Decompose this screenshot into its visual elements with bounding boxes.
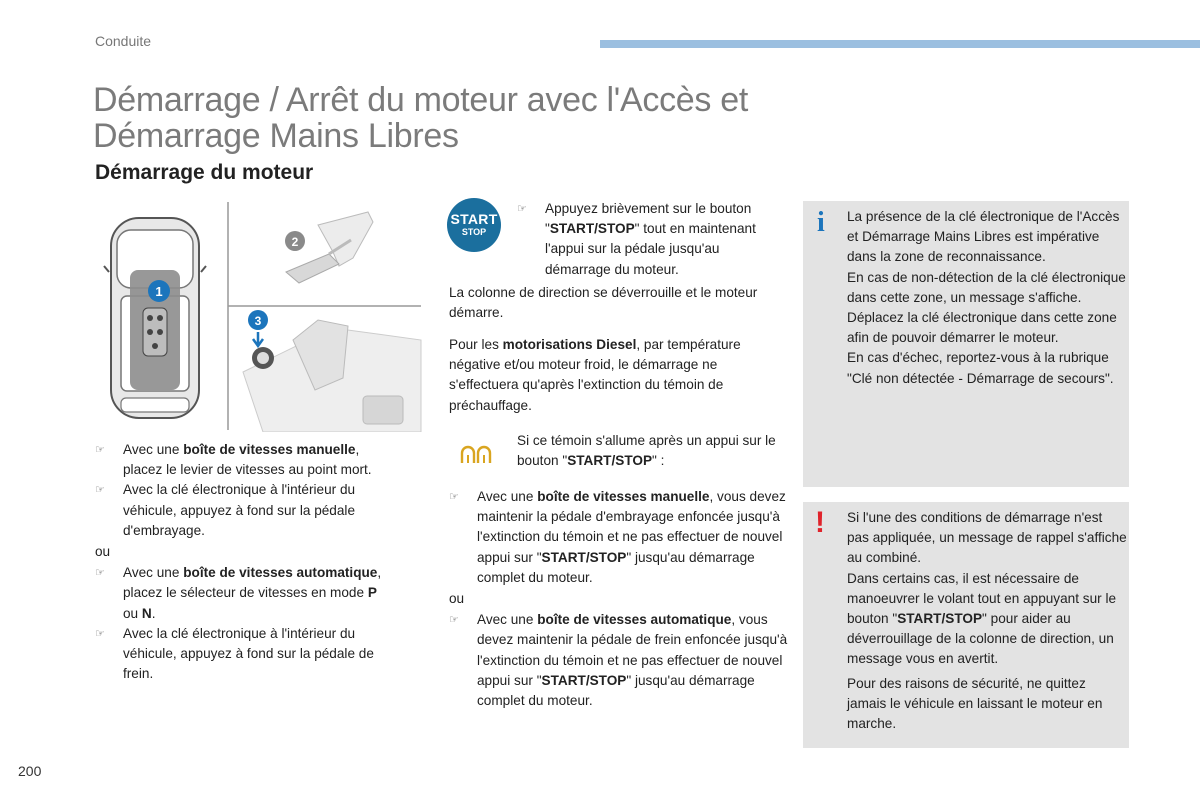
callout-3-marker <box>248 310 268 346</box>
info-box <box>803 201 1129 487</box>
bullet-icon: ☞ <box>95 444 105 456</box>
callout-3-label: 3 <box>254 314 262 328</box>
press-start-step <box>517 199 772 280</box>
start-stop-button-icon: START STOP <box>447 198 501 252</box>
bullet-icon: ☞ <box>95 484 105 497</box>
info-box-text: La présence de la clé électronique de l'Accès et Démarrage Mains Libres est impérative dans la zone de reconnaissance. En cas de non-détection de la clé électronique dans cette zone, un message s'affiche. Déplacez la clé électronique dans cette zone afin de pouvoir démarrer le moteur. En cas d'échec, reportez-vous à la rubrique "Clé non détectée - Démarrage de secours". <box>847 209 1126 386</box>
list-item: ☞ Appuyez brièvement sur le bouton "START/STOP" tout en maintenant l'appui sur la pédale jusqu'au démarrage du moteur. <box>517 201 756 277</box>
bullet-icon: ☞ <box>449 491 459 503</box>
car-top-view <box>104 218 206 418</box>
title-line-2: Démarrage Mains Libres <box>93 117 459 155</box>
section-label: Conduite <box>95 33 152 49</box>
left-column <box>95 440 395 684</box>
list-item: ☞ Avec une boîte de vitesses automatique, vous devez maintenir la pédale de frein enfoncée jusqu'à l'extinction du témoin et ne pas effectuer de nouvel appui sur "START/STOP" jusqu'au démarrage complet du moteur. <box>449 612 788 709</box>
list-item: ☞ Avec une boîte de vitesses manuelle, vous devez maintenir la pédale d'embrayage enfoncée jusqu'à l'extinction du témoin et ne pas effectuer de nouvel appui sur "START/STOP" jusqu'au démarrage complet du moteur. <box>449 489 786 585</box>
bullet-icon: ☞ <box>449 614 459 627</box>
diesel-paragraph: Pour les motorisations Diesel, par température négative et/ou moteur froid, le démarrage ne s'effectuera qu'après l'extinction du témoin de préchauffage. <box>449 337 741 413</box>
bullet-icon: ☞ <box>517 203 527 215</box>
list-item: ☞ Avec une boîte de vitesses manuelle, placez le levier de vitesses au point mort. <box>95 442 372 478</box>
warning-icon: ! <box>815 506 825 539</box>
steering-unlock-paragraph: La colonne de direction se déverrouille et le moteur démarre. <box>449 285 758 321</box>
page-number: 200 <box>18 763 42 779</box>
title-line-1: Démarrage / Arrêt du moteur avec l'Accès et <box>93 81 748 119</box>
warning-box <box>803 502 1129 748</box>
warning-box-text: Si l'une des conditions de démarrage n'est pas appliquée, un message de rappel s'affiche au combiné. Dans certains cas, il est nécessaire de manoeuvrer le volant tout en appuyant sur le bouton "START/STOP" pour aider au déverrouillage de la colonne de direction, un message vous en avertit. Pour des raisons de sécurité, ne quittez jamais le véhicule en laissant le moteur en marche. <box>847 508 1127 734</box>
or-separator: ou <box>95 544 111 560</box>
bullet-icon: ☞ <box>95 567 105 580</box>
or-separator: ou <box>449 591 465 607</box>
callout-2-marker <box>285 231 305 251</box>
glow-plug-paragraph: Si ce témoin s'allume après un appui sur le bouton "START/STOP" : <box>517 433 776 469</box>
header-accent-bar <box>600 40 1200 48</box>
glow-plug-instructions <box>449 487 789 711</box>
warning-box-safety-note: Pour des raisons de sécurité, ne quittez jamais le véhicule en laissant le moteur en marche. <box>847 675 1103 732</box>
glow-plug-warning-icon <box>458 441 494 467</box>
list-item: ☞ Avec une boîte de vitesses automatique, placez le sélecteur de vitesses en mode P ou N. <box>95 565 382 621</box>
list-item: ☞ Avec la clé électronique à l'intérieur du véhicule, appuyez à fond sur la pédale d'embrayage. <box>95 482 356 538</box>
page-title <box>93 82 748 154</box>
center-console-illustration <box>243 320 421 432</box>
section-subtitle: Démarrage du moteur <box>95 161 314 184</box>
callout-2-label: 2 <box>291 235 299 249</box>
bullet-icon: ☞ <box>95 627 105 640</box>
callout-1-marker <box>148 280 170 302</box>
callout-1-label: 1 <box>155 284 163 299</box>
start-procedure-illustration <box>103 200 423 432</box>
list-item: ☞ Avec la clé électronique à l'intérieur du véhicule, appuyez à fond sur la pédale de frein. <box>95 625 374 682</box>
info-icon: i <box>817 207 825 238</box>
